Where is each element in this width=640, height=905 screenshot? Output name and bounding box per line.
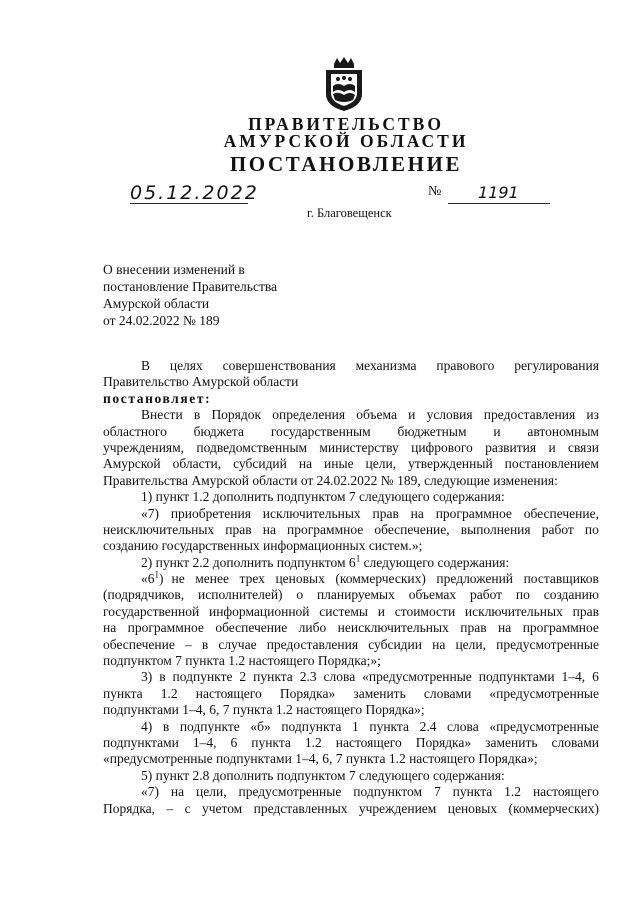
- word: настоящего: [335, 734, 402, 750]
- word: прав: [225, 521, 252, 537]
- word: цели,: [455, 636, 486, 652]
- word: «предусмотренные: [362, 669, 472, 685]
- document-date: 05.12.2022: [130, 182, 259, 204]
- item-5: 5) пункт 2.8 дополнить подпунктом 7 следующего содержания:: [141, 767, 505, 783]
- word: подпунктом: [353, 784, 423, 800]
- word: 1: [352, 718, 359, 734]
- word: предложений: [436, 571, 514, 587]
- word: цели,: [365, 456, 397, 472]
- word: учреждением: [358, 800, 437, 816]
- item-2-sup: 1: [355, 553, 361, 564]
- word: представленных: [253, 800, 348, 816]
- word: 1.2: [504, 784, 522, 800]
- word: 1.2: [304, 734, 322, 750]
- word: –: [166, 800, 174, 816]
- text-line: [103, 604, 599, 620]
- word: и: [408, 407, 416, 423]
- word: регулирования: [514, 358, 599, 373]
- text-line: [103, 358, 599, 374]
- word: на: [498, 620, 512, 636]
- word: обеспечение,: [523, 505, 599, 521]
- word: выполнения: [460, 521, 531, 537]
- text-line: [103, 587, 599, 603]
- word: слова: [323, 669, 356, 685]
- word: информационной: [208, 603, 310, 619]
- word: 1.2: [160, 685, 178, 701]
- text-line: [103, 719, 599, 735]
- subject-line: постановление Правительства: [103, 279, 278, 294]
- word: системы: [319, 603, 368, 619]
- word: программное: [127, 620, 204, 636]
- word: «предусмотренные: [489, 685, 599, 701]
- word: 4): [141, 718, 153, 734]
- word: иные: [324, 456, 354, 472]
- word: обеспечение: [103, 636, 175, 652]
- document-body: [103, 358, 599, 817]
- word: слова: [447, 718, 479, 734]
- word: учреждениям,: [103, 439, 185, 455]
- text-line: [103, 784, 599, 800]
- word: 1–4,: [561, 669, 586, 685]
- text-line: [103, 506, 599, 522]
- word: подпункте: [179, 718, 240, 734]
- text-line: созданию государственных информационных систем.»;: [103, 538, 423, 554]
- text-line: подпунктом 7 пункта 1.2 настоящего Порядка;»;: [103, 653, 381, 669]
- text-line: Правительства Амурской области от 24.02.2022 № 189, следующие изменения:: [103, 472, 558, 488]
- word: предусмотренные: [238, 784, 342, 800]
- word: не: [171, 571, 185, 587]
- word: исключительных: [464, 603, 563, 619]
- word: обеспечение: [215, 620, 288, 636]
- word: работ: [469, 587, 503, 603]
- word: ценовых: [275, 571, 325, 587]
- word: объема: [356, 407, 397, 423]
- word: Амурской: [103, 456, 161, 472]
- word: условия: [426, 407, 473, 423]
- text-line: [103, 637, 599, 653]
- word: механизма: [355, 358, 417, 373]
- word: прав: [460, 620, 487, 636]
- word: словами: [551, 734, 599, 750]
- quote-pre: «6: [141, 571, 155, 587]
- word: субсидий: [233, 456, 287, 472]
- quote-sup: 1: [154, 569, 159, 580]
- government-title-line1: ПРАВИТЕЛЬСТВО: [248, 114, 444, 134]
- item-2: [103, 555, 599, 571]
- text-line: [103, 686, 599, 702]
- text-line: [103, 440, 599, 456]
- word: (коммерческих): [508, 800, 599, 816]
- text-line: [103, 735, 599, 751]
- word: программное: [287, 521, 364, 537]
- subject-line: от 24.02.2022 № 189: [103, 313, 220, 328]
- word: работ: [541, 521, 574, 537]
- item-2-pre: 2) пункт 2.2 дополнить подпунктом 6: [141, 554, 356, 570]
- word: бюджетным: [397, 423, 467, 439]
- word: бюджета: [193, 423, 244, 439]
- word: по: [515, 587, 530, 603]
- word: пункта: [369, 718, 409, 734]
- word: программное: [522, 620, 599, 636]
- word: трех: [239, 571, 265, 587]
- word: государственным: [270, 423, 371, 439]
- word: В: [141, 358, 151, 373]
- word: в: [193, 407, 201, 423]
- word: пункта: [251, 734, 291, 750]
- word: областного: [103, 423, 167, 439]
- word: предоставления: [483, 407, 576, 423]
- subject-line: Амурской области: [103, 296, 210, 311]
- word: и: [548, 439, 556, 455]
- word: 7: [433, 784, 441, 800]
- word: в: [162, 718, 170, 734]
- government-title-line2: АМУРСКОЙ ОБЛАСТИ: [223, 131, 469, 151]
- word: области,: [172, 456, 222, 472]
- word: подпунктами: [478, 669, 555, 685]
- word: предоставления: [266, 636, 359, 652]
- item-2-text: [141, 555, 509, 571]
- word: Порядок: [211, 407, 262, 423]
- word: случае: [218, 636, 257, 652]
- text-line: Правительство Амурской области: [103, 374, 299, 390]
- word: Порядка»: [415, 734, 472, 750]
- word: на: [298, 456, 313, 472]
- word: по: [584, 521, 599, 537]
- word: 6: [230, 734, 238, 750]
- word: неисключительных: [337, 620, 449, 636]
- word: Внести: [141, 407, 183, 423]
- word: приобретения: [170, 505, 251, 521]
- word: предусмотренные: [496, 636, 599, 652]
- word: объемах: [408, 587, 457, 603]
- word: стоимости: [394, 603, 456, 619]
- word: «7): [141, 784, 159, 800]
- city: г. Благовещенск: [307, 206, 392, 220]
- text-line: подпунктами 1–4, 6, 7 пункта 1.2 настоящего Порядка»;: [103, 702, 425, 718]
- word: министерству: [319, 439, 399, 455]
- word: автономным: [527, 423, 599, 439]
- word: «7): [141, 505, 159, 521]
- word: подпункте: [172, 669, 233, 685]
- word: программное: [435, 505, 512, 521]
- word: «предусмотренные: [489, 718, 599, 734]
- word: прав: [572, 603, 599, 619]
- word: совершенствования: [222, 358, 336, 373]
- word: «б»: [250, 718, 271, 734]
- word: (коммерческих): [335, 571, 426, 587]
- word: обеспечение,: [374, 521, 450, 537]
- quote-start: «$6^1$): [141, 569, 164, 587]
- word: исполнителей): [198, 587, 283, 603]
- word: субсидии: [368, 636, 422, 652]
- word: учетом: [201, 800, 243, 816]
- text-line: [103, 669, 599, 685]
- word: постановлением: [504, 456, 599, 472]
- word: менее: [195, 571, 229, 587]
- word: на: [262, 521, 276, 537]
- word: цели,: [196, 784, 227, 800]
- word: 2.4: [419, 718, 437, 734]
- word: неисключительных: [103, 521, 215, 537]
- word: пункта: [452, 784, 493, 800]
- word: заменить: [485, 734, 538, 750]
- document-type: ПОСТАНОВЛЕНИЕ: [229, 152, 463, 176]
- word: развития: [485, 439, 537, 455]
- item-2-post: следующего содержания:: [360, 554, 510, 570]
- subject-line: О внесении изменений в: [103, 262, 245, 277]
- word: Порядка»: [279, 685, 336, 701]
- word: подпунктами: [103, 734, 179, 750]
- coat-of-arms-icon: [322, 56, 366, 112]
- word: с: [184, 800, 191, 816]
- word: настоящего: [532, 784, 599, 800]
- word: в: [159, 669, 166, 685]
- word-group: [164, 571, 600, 587]
- word: исключительных: [262, 505, 361, 521]
- word: –: [184, 636, 192, 652]
- document-subject: [103, 261, 277, 329]
- word: планируемых: [316, 587, 395, 603]
- text-line: «предусмотренные подпунктами 1–4, 6, 7 пункта 1.2 настоящего Порядка»;: [103, 751, 538, 767]
- word: на: [170, 784, 185, 800]
- word: государственной: [103, 603, 200, 619]
- word: целях: [169, 358, 203, 373]
- word: 1–4,: [192, 734, 217, 750]
- word: созданию: [543, 587, 599, 603]
- word: подпункта: [281, 718, 342, 734]
- word: связи: [567, 439, 599, 455]
- text-line: [103, 620, 599, 636]
- item-1: 1) пункт 1.2 дополнить подпунктом 7 следующего содержания:: [141, 489, 505, 505]
- word: правового: [436, 358, 495, 373]
- text-line: [103, 407, 599, 423]
- text-line: [103, 801, 599, 817]
- word: 6: [592, 669, 599, 685]
- word: на: [432, 636, 446, 652]
- word: 2.3: [299, 669, 317, 685]
- word: в: [201, 636, 209, 652]
- word: настоящего: [195, 685, 262, 701]
- decree-word: постановляет:: [103, 390, 212, 406]
- text-line: [103, 424, 599, 440]
- word: прав: [372, 505, 399, 521]
- number-label: №: [428, 184, 442, 199]
- text-line: [103, 456, 599, 472]
- word: на: [103, 620, 117, 636]
- word: пункта: [103, 685, 143, 701]
- word: Порядка,: [103, 800, 156, 816]
- word: пункта: [253, 669, 293, 685]
- word: цифрового: [411, 439, 473, 455]
- word: на: [410, 505, 424, 521]
- document-number: 1191: [448, 183, 550, 204]
- word: (подрядчиков,: [103, 587, 185, 603]
- word: подведомственным: [196, 439, 308, 455]
- word: 3): [141, 669, 153, 685]
- text-line: [103, 522, 599, 538]
- word: утвержденный: [408, 456, 493, 472]
- word: из: [586, 407, 599, 423]
- word: поставщиков: [523, 571, 599, 587]
- word: о: [296, 587, 304, 603]
- word: 2: [239, 669, 247, 685]
- word: и: [377, 603, 385, 619]
- word: заменить: [353, 685, 406, 701]
- word: определения: [272, 407, 346, 423]
- word: ценовых: [447, 800, 498, 816]
- text-line: [103, 571, 599, 587]
- word: и: [493, 423, 501, 439]
- word: либо: [298, 620, 327, 636]
- word: словами: [423, 685, 472, 701]
